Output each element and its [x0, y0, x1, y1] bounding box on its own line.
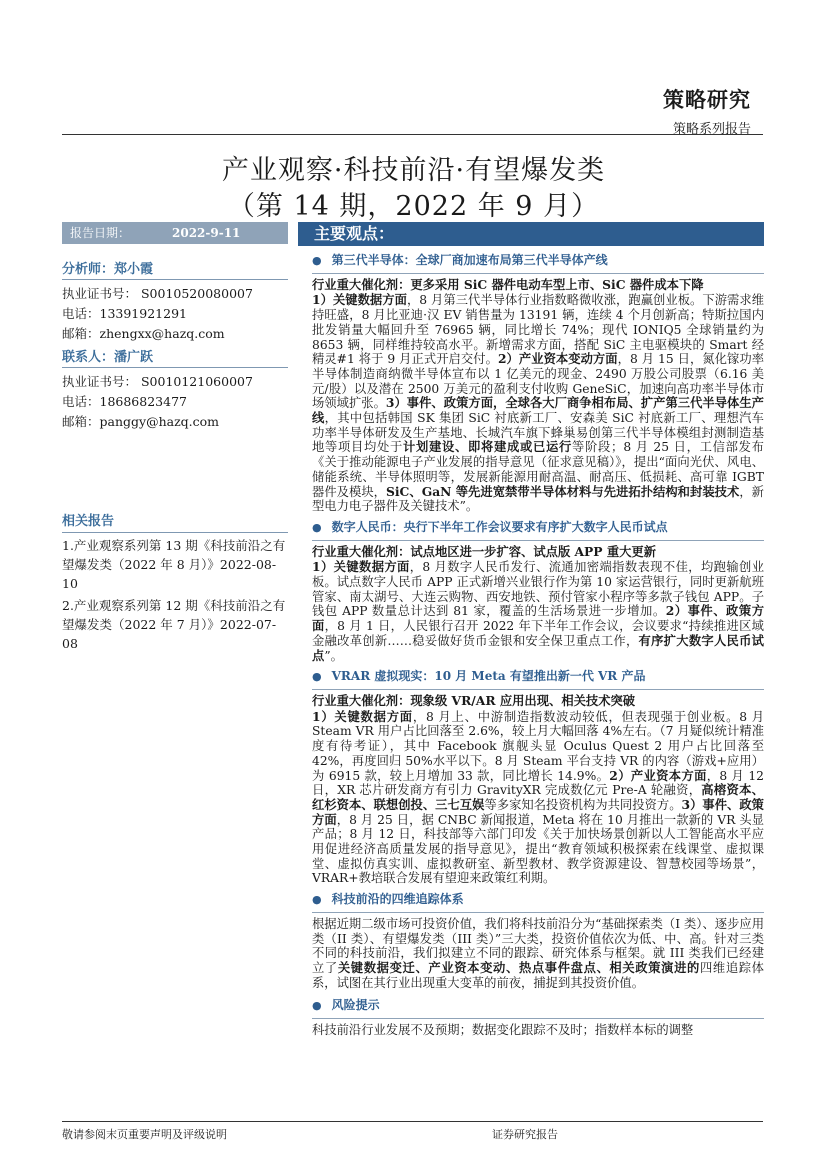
section-body: 1）关键数据方面，8 月数字人民币发行、流通加密端指数表现不佳，均跑输创业板。试点数字人民币 APP 正式新增兴业银行作为第 10 家运营银行，同时更新航班管家、南太湖号、大连云购物、西安地铁、预付管家小程序等多款子钱包 APP。子钱包 APP 数量总计达到 81 家，覆盖的生活场景进一步增加。2）事件、政策方面，8 月 1 日，人民银行召开 2022 年下半年工作会议，会议要求“持续推进区域金融改革创新……稳妥做好货币金银和安全保卫重点工作，有序扩大数字人民币试点”。 — [312, 559, 764, 663]
divider — [62, 279, 288, 280]
contact-phone: 电话：18686823477 — [62, 394, 187, 409]
report-date-value: 2022-9-11 — [172, 226, 241, 240]
bullet-icon: ● — [312, 254, 322, 267]
page-subtitle: （第 14 期，2022 年 9 月） — [227, 191, 600, 222]
section-heading-tracker — [312, 892, 764, 908]
contact-email[interactable]: 邮箱：panggy@hazq.com — [62, 414, 220, 429]
catalyst-line: 行业重大催化剂：更多采用 SiC 器件电动车型上市、SiC 器件成本下降 — [312, 276, 704, 292]
analyst-heading: 分析师：郑小霞 — [62, 262, 154, 277]
divider — [312, 1018, 764, 1019]
related-report-item[interactable]: 1.产业观察系列第 13 期《科技前沿之有望爆发类（2022 年 8 月）》2022-08-10 — [62, 538, 286, 591]
main-points-label: 主要观点： — [314, 224, 395, 243]
footer-label: 证券研究报告 — [492, 1128, 558, 1141]
main-points-bar — [298, 222, 764, 246]
section-title: 风险提示 — [331, 998, 380, 1013]
section-heading-risk — [312, 998, 764, 1014]
section-body: 1）关键数据方面，8 月上、中游制造指数波动较低，但表现强于创业板。8 月 Steam VR 用户占比回落至 2.6%，较上月大幅回落 4%左右。（7 月疑似统计精准度有待考证），其中 Facebook 旗舰头显 Oculus Quest 2 用户占比回落至 42%，再度回归 50%水平以下。8 月 Steam 平台支持 VR 的内容（游戏+应用）为 6915 款，较上月增加 33 款，同比增长 14.9%。2）产业资本方面，8 月 12 日，XR 芯片研发商方有引力 GravityXR 完成数亿元 Pre-A 轮融资，高榕资本、红杉资本、联想创投、三七互娱等多家知名投资机构为共同投资方。3）事件、政策方面，8 月 25 日，据 CNBC 新闻报道，Meta 将在 10 月推出一款新的 VR 头显产品；8 月 12 日，科技部等六部门印发《关于加快场景创新以人工智能高水平应用促进经济高质量发展的指导意见》，提出“教育领域积极探索在线课堂、虚拟课堂、虚拟仿真实训、虚拟教研室、新型教材、教学资源建设、智慧校园等场景”，VRAR+教培联合发展有望迎来政策红利期。 — [312, 708, 765, 886]
bullet-icon: ● — [312, 893, 322, 907]
section-heading-ecny — [312, 520, 764, 536]
section-body: 1）关键数据方面，8 月第三代半导体行业指数略微收涨，跑赢创业板。下游需求维持旺盛，8 月比亚迪·汉 EV 销售量为 13191 辆，连续 4 个月创新高；特斯拉国内批发销量大幅回升至 76965 辆，同比增长 74%；现代 IONIQ5 全球销量约为 8653 辆，同样维持较高水平。新增需求方面，搭配 SiC 主电驱模块的 Smart 经精灵#1 将于 9 月正式开启交付。2）产业资本变动方面，8 月 15 日，氮化镓功率半导体制造商纳微半导体宣布以 1 亿美元的现金、2490 万股公司股票（6.16 美元/股）以及潜在 2500 万美元的盈利支付收购 GeneSiC，加速向高功率半导体市场领域扩张。3）事件、政策方面，全球各大厂商争相布局、扩产第三代半导体生产线，其中包括韩国 SK 集团 SiC 衬底新工厂、安森美 SiC 衬底新工厂、理想汽车功率半导体研发及生产基地、长城汽车旗下蜂巢易创第三代半导体模组封测制造基地等项目均处于计划建设、即将建成或已运行等阶段；8 月 25 日，工信部发布《关于推动能源电子产业发展的指导意见（征求意见稿）》，提出“面向光伏、风电、储能系统、半导体照明等，发展新能源用耐高温、耐高压、低损耗、高可靠 IGBT 器件及模块，SiC、GaN 等先进宽禁带半导体材料与先进拓扑结构和封装技术，新型电力电子器件及关键技术”。 — [312, 292, 765, 514]
related-reports-heading: 相关报告 — [62, 510, 288, 533]
contact-cert: 执业证书号： S0010121060007 — [62, 374, 253, 389]
divider — [312, 689, 764, 690]
section-title: 数字人民币：央行下半年工作会议要求有序扩大数字人民币试点 — [331, 519, 668, 534]
analyst-cert: 执业证书号： S0010520080007 — [62, 286, 253, 301]
divider — [312, 540, 764, 541]
section-body: 根据近期二级市场可投资价值，我们将科技前沿分为“基础探索类（I 类）、逐步应用类（II 类）、有望爆发类（III 类）”三大类，投资价值依次为低、中、高。针对三类不同的科技前沿，我们拟建立不同的跟踪、研究体系与框架。就 III 类我们已经建立了关键数据变迁、产业资本变动、热点事件盘点、相关政策演进的四维追踪体系，试图在其行业出现重大变革的前夜，捕捉到其投资价值。 — [312, 916, 764, 990]
section-title: 科技前沿的四维追踪体系 — [331, 892, 464, 907]
divider — [312, 273, 764, 274]
divider — [62, 367, 288, 368]
contact-heading: 联系人：潘广跃 — [62, 350, 154, 365]
series-label: 策略系列报告 — [672, 122, 751, 137]
related-report-item[interactable]: 2.产业观察系列第 12 期《科技前沿之有望爆发类（2022 年 7 月）》2022-07-08 — [62, 598, 286, 651]
report-date-label: 报告日期： — [70, 226, 131, 240]
footer-divider — [62, 1121, 763, 1122]
bullet-icon: ● — [312, 670, 322, 684]
section-heading-vr — [312, 669, 764, 685]
page-title: 产业观察·科技前沿·有望爆发类 — [221, 155, 606, 186]
catalyst-line: 行业重大催化剂：现象级 VR/AR 应用出现、相关技术突破 — [312, 692, 636, 708]
report-date-bar — [62, 222, 288, 244]
header-divider — [62, 134, 763, 135]
bullet-icon: ● — [312, 999, 322, 1013]
left-column — [62, 258, 288, 653]
section-title: 第三代半导体：全球厂商加速布局第三代半导体产线 — [331, 253, 608, 267]
analyst-email[interactable]: 邮箱：zhengxx@hazq.com — [62, 326, 225, 341]
brand-title: 策略研究 — [663, 87, 751, 112]
section-heading-sic — [312, 253, 764, 269]
section-body: 科技前沿行业发展不及预期；数据变化跟踪不及时；指数样本标的调整 — [312, 1023, 694, 1038]
divider — [312, 912, 764, 913]
bullet-icon: ● — [312, 520, 322, 534]
analyst-phone: 电话：13391921291 — [62, 306, 187, 321]
catalyst-line: 行业重大催化剂：试点地区进一步扩容、试点版 APP 重大更新 — [312, 543, 657, 559]
footer-disclaimer: 敬请参阅末页重要声明及评级说明 — [62, 1128, 227, 1141]
main-content — [312, 250, 764, 1038]
section-title: VRAR 虚拟现实：10 月 Meta 有望推出新一代 VR 产品 — [331, 669, 646, 684]
